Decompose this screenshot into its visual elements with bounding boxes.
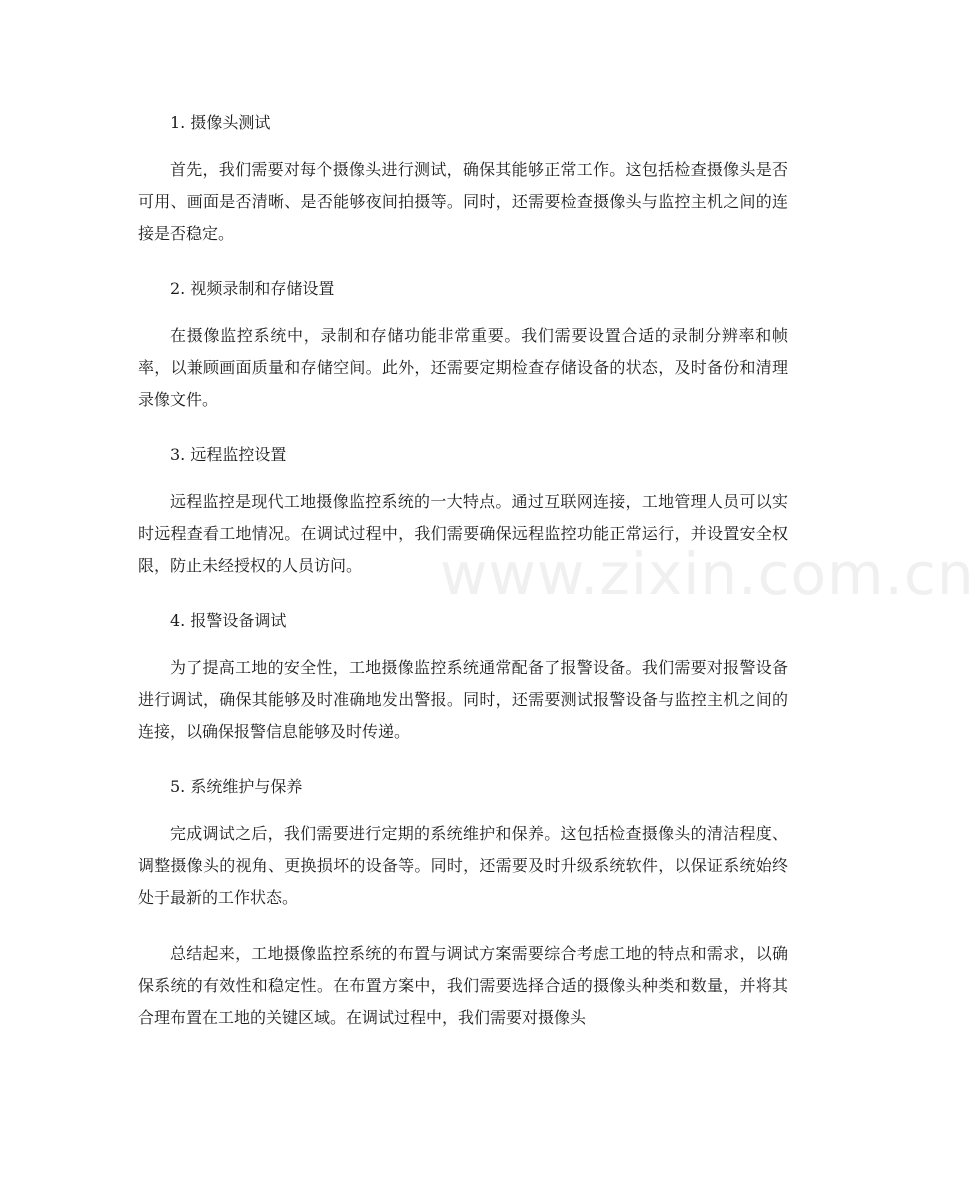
section-heading-5: 5. 系统维护与保养 <box>170 777 303 796</box>
section-heading-1: 1. 摄像头测试 <box>170 113 271 132</box>
document-body <box>138 108 788 1034</box>
section-paragraph-3: 远程监控是现代工地摄像监控系统的一大特点。通过互联网连接，工地管理人员可以实时远程查看工地情况。在调试过程中，我们需要确保远程监控功能正常运行，并设置安全权限，防止未经授权的人员访问。 <box>138 492 788 575</box>
section-heading-3: 3. 远程监控设置 <box>170 445 287 464</box>
section-paragraph-1: 首先，我们需要对每个摄像头进行测试，确保其能够正常工作。这包括检查摄像头是否可用、画面是否清晰、是否能够夜间拍摄等。同时，还需要检查摄像头与监控主机之间的连接是否稳定。 <box>138 160 788 243</box>
section-paragraph-4: 为了提高工地的安全性，工地摄像监控系统通常配备了报警设备。我们需要对报警设备进行调试，确保其能够及时准确地发出警报。同时，还需要测试报警设备与监控主机之间的连接，以确保报警信息能够及时传递。 <box>138 658 788 741</box>
section-paragraph-2: 在摄像监控系统中，录制和存储功能非常重要。我们需要设置合适的录制分辨率和帧率，以兼顾画面质量和存储空间。此外，还需要定期检查存储设备的状态，及时备份和清理录像文件。 <box>138 326 788 409</box>
section-heading-4: 4. 报警设备调试 <box>170 611 287 630</box>
section-heading-2: 2. 视频录制和存储设置 <box>170 279 335 298</box>
summary-paragraph: 总结起来，工地摄像监控系统的布置与调试方案需要综合考虑工地的特点和需求，以确保系统的有效性和稳定性。在布置方案中，我们需要选择合适的摄像头种类和数量，并将其合理布置在工地的关键区域。在调试过程中，我们需要对摄像头 <box>138 944 788 1027</box>
watermark: www.zixin.com.cn <box>440 540 975 608</box>
section-paragraph-5: 完成调试之后，我们需要进行定期的系统维护和保养。这包括检查摄像头的清洁程度、调整摄像头的视角、更换损坏的设备等。同时，还需要及时升级系统软件，以保证系统始终处于最新的工作状态。 <box>138 824 788 907</box>
